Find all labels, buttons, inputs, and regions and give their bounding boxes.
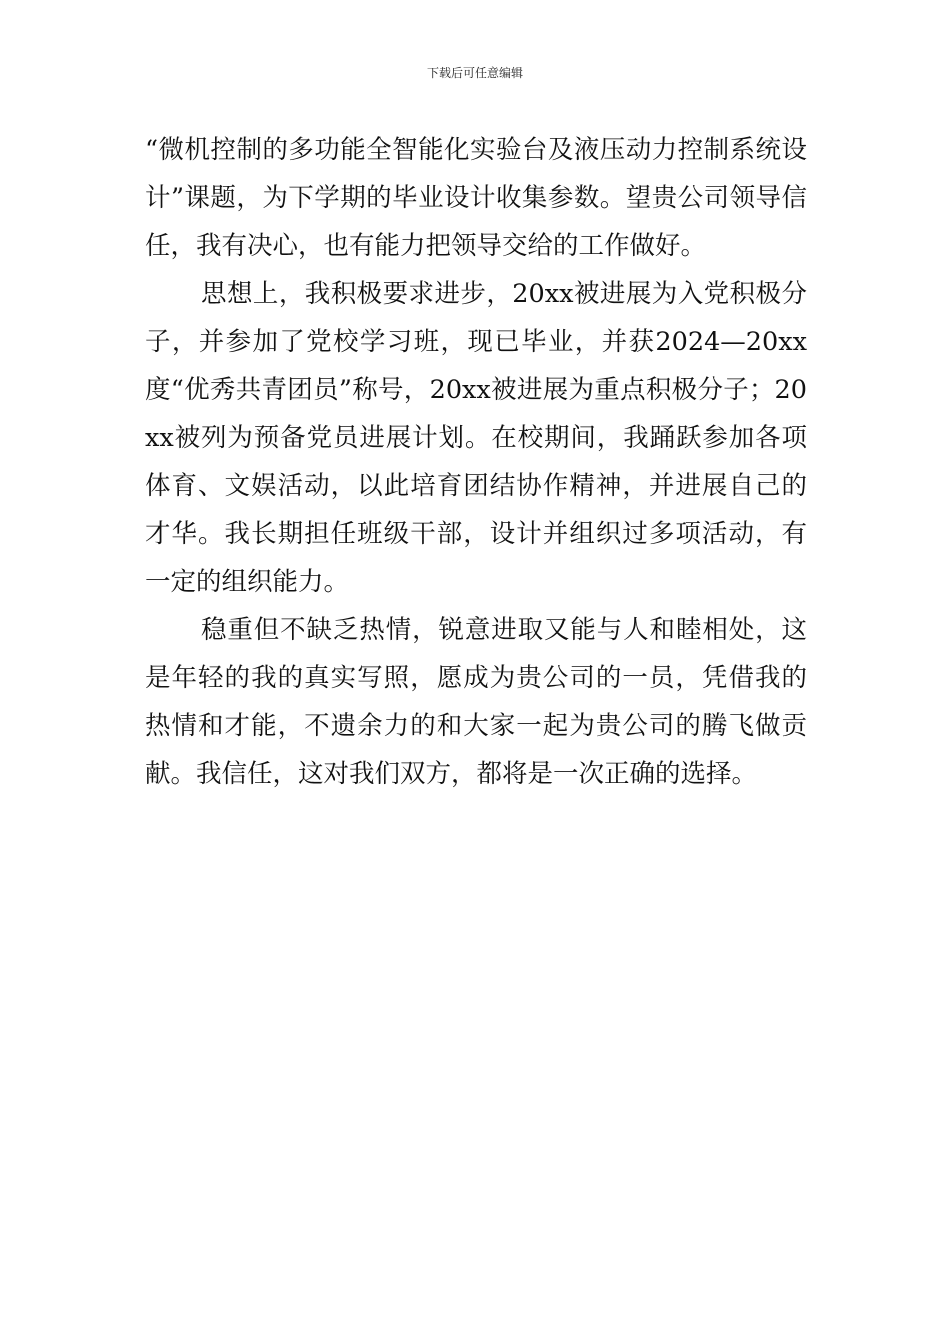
paragraph-2: 思想上，我积极要求进步，20xx被进展为入党积极分子，并参加了党校学习班，现已毕业，并获2024—20xx度“优秀共青团员”称号，20xx被进展为重点积极分子；20xx被列为预备党员进展计划。在校期间，我踊跃参加各项体育、文娱活动，以此培育团结协作精神，并进展自己的才华。我长期担任班级干部，设计并组织过多项活动，有一定的组织能力。 [145,279,807,597]
paragraph-1: “微机控制的多功能全智能化实验台及液压动力控制系统设计”课题，为下学期的毕业设计收集参数。望贵公司领导信任，我有决心，也有能力把领导交给的工作做好。 [145,135,807,261]
page-header: 下载后可任意编辑 [426,66,523,80]
document-body [145,126,807,798]
paragraph-3: 稳重但不缺乏热情，锐意进取又能与人和睦相处，这是年轻的我的真实写照，愿成为贵公司的一员，凭借我的热情和才能，不遗余力的和大家一起为贵公司的腾飞做贡献。我信任，这对我们双方，都将是一次正确的选择。 [145,615,807,789]
